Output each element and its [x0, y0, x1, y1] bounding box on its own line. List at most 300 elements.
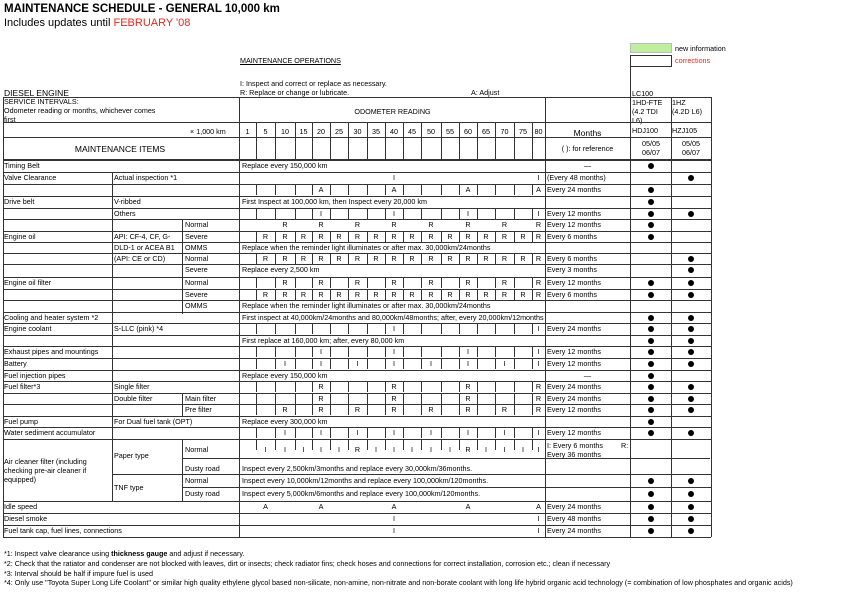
op-replace: R: Replace or change or lubricate.	[240, 88, 350, 97]
row-op: R	[391, 278, 397, 287]
km-tick-55: 55	[446, 127, 454, 136]
grid-vline	[295, 346, 296, 357]
row-op: R	[501, 405, 508, 414]
km-tick-35: 35	[372, 127, 380, 136]
grid-vline	[295, 253, 296, 264]
paper-type-label: Paper type	[114, 451, 149, 460]
row-op: I	[393, 347, 395, 356]
grid-vline	[348, 231, 349, 242]
aircleaner-label2: checking pre-air cleaner if	[4, 466, 87, 475]
grid-vline	[459, 358, 460, 369]
row-op: R	[428, 254, 434, 263]
grid-vline	[403, 277, 404, 288]
grid-vline	[403, 122, 404, 159]
grid-vline	[441, 208, 442, 219]
row-op: I	[320, 428, 322, 437]
maintenance-items-label: MAINTENANCE ITEMS	[74, 144, 166, 154]
grid-vline	[421, 253, 422, 264]
condition-label: Severe	[185, 265, 208, 274]
grid-vline	[495, 323, 496, 334]
grid-vline	[182, 219, 183, 314]
tnf-dusty-span: Inspect every 5,000km/6months and replace every 100,000km/120months.	[242, 489, 481, 498]
grid-vline	[367, 231, 368, 242]
grid-vline	[367, 184, 368, 195]
km-tick-50: 50	[427, 127, 435, 136]
note-1-b: thickness gauge	[111, 549, 168, 558]
grid-hline	[3, 370, 711, 371]
km-tick-80: 80	[534, 127, 543, 136]
tail-op: A	[391, 502, 397, 511]
date-hdj100-from: 05/05	[642, 139, 660, 148]
km-tick-45: 45	[408, 127, 416, 136]
note-2: *2: Check that the ratiator and condenser are not blocked with leaves, dirt or insects; check radiator fins; check hoses and connections for correct installation, corrosion etc.; clean if necessary	[4, 559, 611, 568]
condition-label: Normal	[185, 254, 209, 263]
months-value: Every 12 months	[547, 347, 601, 356]
grid-vline	[514, 122, 515, 159]
grid-vline	[275, 289, 276, 300]
grid-vline	[545, 97, 546, 537]
grid-vline	[385, 358, 386, 369]
grid-vline	[256, 404, 257, 415]
paper-normal-op: I	[411, 445, 413, 454]
item-label: Diesel smoke	[4, 514, 48, 523]
condition-label: Main filter	[185, 394, 217, 403]
grid-vline	[295, 358, 296, 369]
grid-vline	[312, 393, 313, 404]
grid-vline	[256, 231, 257, 242]
grid-hline	[3, 196, 711, 197]
grid-vline	[459, 277, 460, 288]
row-op: I	[320, 347, 322, 356]
grid-vline	[239, 439, 240, 501]
months-value: Every 24 months	[547, 502, 601, 511]
months-value: Every 6 months	[547, 254, 597, 263]
tail-op: I	[393, 526, 395, 535]
grid-vline	[441, 381, 442, 392]
row-op: R	[465, 394, 471, 403]
grid-hline	[3, 416, 711, 417]
months-value: Every 6 months	[547, 290, 597, 299]
grid-vline	[477, 358, 478, 369]
grid-vline	[312, 323, 313, 334]
aircleaner-label: Air cleaner filter (including	[4, 457, 87, 466]
months-value: Every 12 months	[547, 209, 601, 218]
subitem-label: For Dual fuel tank (OPT)	[114, 417, 193, 426]
grid-vline	[330, 184, 331, 195]
item-label: Valve Clearance	[4, 173, 57, 182]
grid-vline	[256, 381, 257, 392]
row-op: R	[501, 278, 508, 287]
grid-vline	[441, 358, 442, 369]
grid-vline	[367, 289, 368, 300]
grid-hline	[3, 358, 711, 359]
tnf-type-label: TNF type	[114, 483, 144, 492]
engine-1hd-fte: 1HD-FTE	[632, 98, 663, 107]
row-op: I	[393, 209, 395, 218]
grid-vline	[459, 323, 460, 334]
grid-vline	[348, 358, 349, 369]
grid-vline	[275, 323, 276, 334]
row-op: I	[430, 359, 432, 368]
row-op: R	[391, 405, 397, 414]
item-label: Fuel injection pipes	[4, 371, 66, 380]
row-op: R	[535, 254, 542, 263]
tail-op: I	[537, 526, 540, 535]
months-value: Every 24 months	[547, 185, 601, 194]
grid-vline	[514, 404, 515, 415]
grid-vline	[514, 427, 515, 438]
grid-vline	[403, 427, 404, 438]
interval-span: Replace when the reminder light illuminates or after max. 30,000km/24months	[242, 301, 491, 310]
grid-hline	[3, 312, 711, 313]
row-op: R	[262, 290, 269, 299]
km-tick-15: 15	[299, 127, 308, 136]
grid-vline	[421, 404, 422, 415]
grid-hline	[3, 439, 711, 440]
row-op: R	[535, 394, 542, 403]
grid-vline	[295, 323, 296, 334]
service-intervals-label: SERVICE INTERVALS:	[4, 97, 79, 106]
grid-vline	[532, 358, 533, 369]
row-op: R	[409, 290, 415, 299]
grid-vline	[385, 346, 386, 357]
grid-vline	[441, 393, 442, 404]
paper-normal-op: I	[302, 445, 305, 454]
row-op: R	[282, 290, 288, 299]
grid-vline	[441, 427, 442, 438]
row-op: R	[318, 220, 324, 229]
km-tick-30: 30	[353, 127, 362, 136]
row-op: R	[373, 232, 379, 241]
grid-vline	[295, 277, 296, 288]
grid-vline	[312, 289, 313, 300]
grid-vline	[459, 346, 460, 357]
row-op: I	[284, 428, 286, 437]
grid-vline	[711, 97, 712, 537]
row-op: I	[467, 347, 469, 356]
row-op: I	[537, 347, 540, 356]
row-op: R	[447, 290, 453, 299]
grid-vline	[312, 122, 313, 159]
note-1	[4, 550, 244, 558]
item-label: Exhaust pipes and mountings	[4, 347, 99, 356]
grid-vline	[403, 323, 404, 334]
paper-normal-op: I	[503, 445, 506, 454]
months-value: Every 12 months	[547, 359, 601, 368]
row-op: R	[501, 220, 508, 229]
grid-vline	[421, 323, 422, 334]
tnf-normal-span: Inspect every 10,000km/12months and replace every 100,000km/120months.	[242, 476, 489, 485]
grid-vline	[495, 277, 496, 288]
note-3: *3: Interval should be half if impure fuel is used	[4, 569, 154, 578]
months-value: Every 3 months	[547, 265, 597, 274]
grid-vline	[495, 358, 496, 369]
row-op: R	[282, 278, 288, 287]
row-op: R	[391, 290, 397, 299]
grid-vline	[532, 427, 533, 438]
grid-vline	[477, 231, 478, 242]
engine-1hz-desc: (4.2D L6)	[672, 107, 702, 116]
grid-vline	[385, 393, 386, 404]
paper-normal-op: I	[338, 445, 340, 454]
row-op: R	[318, 254, 324, 263]
row-op: R	[465, 290, 471, 299]
item-label: Timing Belt	[4, 161, 40, 170]
subitem-label: V-ribbed	[114, 197, 141, 206]
grid-vline	[330, 358, 331, 369]
row-op: I	[467, 359, 469, 368]
km-tick-70: 70	[500, 127, 509, 136]
grid-vline	[385, 122, 386, 159]
operations-title: MAINTENANCE OPERATIONS	[240, 56, 341, 65]
engine-1hz: 1HZ	[672, 98, 686, 107]
row-op: I	[537, 428, 540, 437]
grid-vline	[295, 381, 296, 392]
grid-vline	[495, 184, 496, 195]
grid-vline	[348, 381, 349, 392]
grid-vline	[403, 289, 404, 300]
grid-vline	[532, 184, 533, 195]
grid-vline	[385, 381, 386, 392]
subitem-label: Double filter	[114, 394, 153, 403]
row-op: I	[320, 359, 322, 368]
row-op: R	[465, 278, 471, 287]
grid-vline	[348, 323, 349, 334]
grid-vline	[330, 404, 331, 415]
grid-vline	[367, 381, 368, 392]
grid-vline	[421, 231, 422, 242]
grid-vline	[275, 231, 276, 242]
grid-vline	[495, 346, 496, 357]
tail-op: A	[263, 502, 268, 511]
grid-vline	[256, 358, 257, 369]
grid-vline	[532, 381, 533, 392]
grid-vline	[256, 122, 257, 159]
grid-vline	[256, 184, 257, 195]
grid-vline	[403, 184, 404, 195]
paper-normal-op: I	[522, 445, 524, 454]
grid-vline	[532, 231, 533, 242]
item-label: Engine oil filter	[4, 278, 52, 287]
grid-vline	[514, 184, 515, 195]
grid-vline	[421, 393, 422, 404]
row-op: R	[354, 232, 361, 241]
paper-dusty-label: Dusty road	[185, 464, 220, 473]
grid-vline	[295, 122, 296, 159]
grid-hline	[3, 525, 711, 526]
condition-label: OMMS	[185, 243, 208, 252]
grid-vline	[182, 439, 183, 501]
paper-normal-op: I	[449, 445, 451, 454]
grid-vline	[514, 289, 515, 300]
grid-vline	[367, 358, 368, 369]
grid-hline	[3, 219, 711, 220]
op-adjust: A: Adjust	[471, 88, 500, 97]
grid-vline	[403, 231, 404, 242]
grid-vline	[367, 404, 368, 415]
km-tick-40: 40	[390, 127, 398, 136]
row-op: R	[428, 220, 434, 229]
grid-vline	[477, 427, 478, 438]
subitem-label: S-LLC (pink) *4	[114, 324, 164, 333]
grid-vline	[112, 439, 113, 501]
grid-vline	[495, 404, 496, 415]
grid-vline	[295, 393, 296, 404]
grid-vline	[477, 346, 478, 357]
row-op: R	[282, 254, 288, 263]
grid-hline	[3, 160, 711, 161]
grid-vline	[348, 404, 349, 415]
grid-vline	[367, 208, 368, 219]
paper-normal-op: R	[465, 445, 471, 454]
grid-vline	[532, 122, 533, 159]
row-op: R	[483, 232, 489, 241]
grid-vline	[385, 289, 386, 300]
tail-op: A	[318, 502, 324, 511]
grid-vline	[441, 277, 442, 288]
grid-vline	[330, 289, 331, 300]
months-value: Every 12 months	[547, 220, 601, 229]
row-op: R	[535, 405, 542, 414]
interval-span: Replace every 150,000 km	[242, 371, 328, 380]
grid-vline	[312, 427, 313, 438]
subitem-label: Actual inspection *1	[114, 173, 178, 182]
grid-vline	[459, 393, 460, 404]
grid-vline	[348, 208, 349, 219]
row-op: R	[501, 232, 508, 241]
row-op: I	[537, 173, 540, 182]
months-value: Every 48 months	[547, 514, 601, 523]
grid-hline	[3, 97, 711, 98]
grid-vline	[256, 277, 257, 288]
interval-span: Replace when the reminder light illuminates or after max. 30,000km/24months	[242, 243, 491, 252]
row-op: R	[391, 394, 397, 403]
grid-vline	[459, 289, 460, 300]
row-op: R	[373, 254, 379, 263]
grid-vline	[295, 404, 296, 415]
row-op: R	[336, 290, 342, 299]
paper-normal-op: I	[320, 445, 322, 454]
paper-months-inspect: I: Every 6 months	[547, 441, 603, 450]
grid-vline	[477, 122, 478, 159]
grid-vline	[441, 122, 442, 159]
item-label: Fuel pump	[4, 417, 38, 426]
condition-label: Normal	[185, 220, 209, 229]
grid-hline	[3, 393, 711, 394]
months-label: Months	[573, 128, 602, 138]
grid-vline	[459, 404, 460, 415]
grid-vline	[112, 172, 113, 439]
tnf-normal-label: Normal	[185, 476, 209, 485]
grid-hline	[3, 122, 711, 123]
row-op: R	[391, 254, 397, 263]
subitem-label: Others	[114, 209, 136, 218]
grid-vline	[421, 184, 422, 195]
grid-vline	[330, 393, 331, 404]
row-op: R	[483, 254, 489, 263]
grid-vline	[275, 358, 276, 369]
months-value: Every 24 months	[547, 394, 601, 403]
row-op: R	[409, 232, 415, 241]
grid-vline	[403, 208, 404, 219]
grid-vline	[459, 381, 460, 392]
grid-vline	[367, 427, 368, 438]
subitem-label: API: CF-4, CF, G-	[114, 232, 171, 241]
grid-vline	[385, 208, 386, 219]
row-op: R	[300, 290, 307, 299]
grid-vline	[532, 253, 533, 264]
legend-corrections-label: corrections	[675, 56, 711, 65]
row-op: R	[336, 254, 342, 263]
tail-op: A	[465, 502, 471, 511]
grid-vline	[514, 208, 515, 219]
row-op: A	[536, 185, 541, 194]
code-hdj100: HDJ100	[632, 126, 658, 135]
row-op: R	[354, 290, 361, 299]
item-label: Water sediment accumulator	[4, 428, 96, 437]
grid-vline	[495, 122, 496, 159]
legend-new-label: new information	[675, 44, 726, 53]
grid-vline	[330, 323, 331, 334]
grid-vline	[477, 381, 478, 392]
condition-label: Severe	[185, 290, 208, 299]
km-tick-75: 75	[519, 127, 527, 136]
grid-hline	[112, 474, 711, 475]
grid-vline	[477, 289, 478, 300]
paper-months-replace-label: R:	[621, 441, 629, 450]
months-value: —	[583, 371, 592, 380]
row-op: R	[501, 254, 508, 263]
months-value: Every 6 months	[547, 232, 597, 241]
grid-vline	[256, 208, 257, 219]
paper-normal-op: I	[485, 445, 487, 454]
paper-normal-op: I	[284, 445, 286, 454]
grid-vline	[312, 231, 313, 242]
grid-vline	[295, 184, 296, 195]
grid-vline	[441, 404, 442, 415]
grid-vline	[256, 346, 257, 357]
row-op: R	[535, 278, 542, 287]
grid-vline	[441, 184, 442, 195]
row-op: R	[428, 278, 434, 287]
grid-vline	[275, 184, 276, 195]
row-op: R	[373, 290, 379, 299]
months-value: (Every 48 months)	[547, 173, 606, 182]
grid-vline	[275, 277, 276, 288]
grid-vline	[348, 122, 349, 159]
months-value: Every 12 months	[547, 405, 601, 414]
grid-vline	[532, 289, 533, 300]
row-op: R	[354, 278, 361, 287]
grid-vline	[514, 253, 515, 264]
subtitle-date: FEBRUARY '08	[113, 17, 191, 29]
engine-1hd-fte-desc2: L6)	[632, 116, 643, 125]
row-op: I	[393, 428, 395, 437]
row-op: R	[300, 232, 307, 241]
grid-hline	[3, 513, 711, 514]
grid-vline	[367, 277, 368, 288]
km-tick-10: 10	[281, 127, 289, 136]
interval-span: Replace every 150,000 km	[242, 161, 328, 170]
km-tick-65: 65	[482, 127, 490, 136]
grid-vline	[275, 393, 276, 404]
grid-vline	[495, 427, 496, 438]
months-value: Every 24 months	[547, 526, 601, 535]
grid-vline	[495, 393, 496, 404]
engine-1hd-fte-desc: (4.2 TDI	[632, 107, 658, 116]
grid-vline	[312, 208, 313, 219]
grid-vline	[295, 208, 296, 219]
